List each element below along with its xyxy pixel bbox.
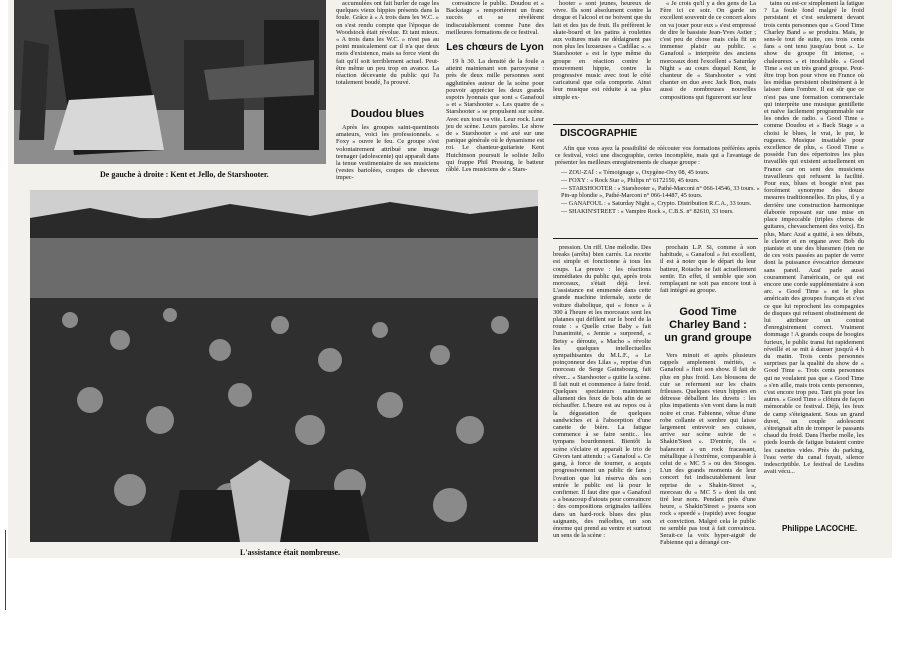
photo-musicians-on-stage [14,0,326,164]
discography-bottom-rule [553,238,758,239]
column-4-goodtime-text [660,352,756,547]
photo-musicians-drawing [14,0,326,164]
column-4-middle-text [660,244,756,302]
column-1-doudou-paragraph: Après les groupes saint-quentinois amateurs, voici les professionnels. « Foxy » ouvre le feu. Ce groupe s'est volontairement attribué une image teenager (adolescente) qui apparaît dans la tenue vestimentaire de ses musiciens (vestes bariolées, coupes de cheveux impec- [336,124,439,182]
discography-entry: — STARSHOOTER : « Starshooter », Pathé-Marconi n° 066-14546, 33 tours. « Pin-up blondie », Pathé-Marconi n° 066-14487, 45 tours. [561,185,760,199]
column-5-paragraph: tains ou est-ce simplement la fatigue ? La foule fond malgré le froid persistant et c'est seulement devant trois cents personnes que « Good Time Charley Band » se produira. Mais, je sens-le tout de suite, ces trois cents fans « ont tenu jusqu'au bout ». Le show du groupe fit intense, « chaleureux » et inoubliable. « Good Time » est un très grand groupe. Peut-être trop bon pour vivre en France où les médias persistent obstinément à le laisser dans l'ombre. Il est sûr que ce n'est pas une formation commerciale qui interprète une musique gentillette et naïve facilement programmable sur les ondes de radio. « Good Time » comme Doudou et « Back Stage » a choisi le blues, le vrai, le pur, le rugueux. Musique insatiable pour excellence de plus, « Good Time » possède l'un des répertoires les plus travaillés qui existent actuellement en France car on sent des musiciens travailleurs qui refusent la facilité. Pour eux, blues et boogie n'est pas forcément synonyme des douze mesures traditionnelles. En plus, il y a derrière une construction harmonique élaborée reposant sur une mise en place impeccable (triples chorus de guitares, chevauchement des voix). En plus, Marc Azaï a quitté, à ses débuts, le clavier et en organe avec Bob du pianiste et une des bluesmen (rien ne de ces voix passées au papier de verre dont la puissance évocatrice demeure sans pareil. Azaï parle aussi couramment l'américain, ce qui est encore une corde supplémentaire à son arc. « Good Time » est le plus américain des groupes français et c'est ce que lui reprochent les compagnies de disques qui refusent obstinément de lui attribuer un contrat d'enregistrement correct. Vraiment dommage ! A grands coups de boogies furieux, le public transi fut rapidement réveillé et se mit à danser jusqu'à 4 h du matin. Trois cents personnes surprises par la qualité du show de « Good Time ». Trois cents personnes qui ne voulaient pas que « Good Time » s'en aille, mais trois cents personnes, c'est encore trop peu. Tant pis pour les autres. « Good Time » clôtura de façon mémorable ce festival. Déjà, les feux de camp s'éteignaient. Sous un grand duvet, un couple adolescent s'étreignait afin de tromper le passants chaud du froid. Dans l'herbe molle, les pieds lourds de fatigue butaient contre les canettes vides. Près du parking, l'eau verte du canal fuyait, silence indescriptible. Le festival de Lesdins avait vécu... [764,0,864,476]
column-2-paragraph: convaincre le public. Doudou et « Backstage » remportèrent un franc succès et se révélèrent indiscutablement comme l'une des meilleures formations de ce festival. [446,0,544,36]
discography-entry: — ZOU-ZAÏ : « Témoignage », Oxygène-Oxy 08, 45 tours. [561,169,710,176]
column-3-paragraph: hooter » sont jeunes, heureux de vivre. Ils sont absolument contre la drogue et l'alcool et ne boivent que du lait et des jus de fruit. Ils préfèrent le skate-board et les patins à roulettes aux voitures mais ne dédaignent pas non plus les luxueuses « Cadillac ». « Starshooter » est le type même du groupe en réaction contre le mouvement hippie, contre la progressive music avec tout le côté caricatural que cela comporte. Ainsi leur musique est réduite à sa plus simple ex- [553,0,651,101]
top-photo-caption: De gauche à droite : Kent et Jello, de Starshooter. [100,170,269,179]
heading-good-time-line: un grand groupe [664,332,752,344]
column-4-top-text [660,0,756,112]
heading-good-time-line: Charley Band : [669,319,747,331]
discography-box [555,145,760,216]
column-2-top-text [446,0,544,38]
heading-good-time [660,306,756,345]
column-3-middle-text [553,244,651,540]
heading-choeurs-de-lyon: Les chœurs de Lyon [446,42,544,53]
heading-discographie: DISCOGRAPHIE [560,128,638,139]
photo-crowd [30,190,538,542]
column-3-middle-paragraph: pression. Un riff. Une mélodie. Des breaks (arrêts) bien carrés. La recette est simple et fonctionne à tous les coups. La preuve : les réactions immédiates du public qui, après trois morceaux, s'était déjà levé. L'assistance est emmenée dans cette grande machine infernale, sorte de voiture diabolique, qui « fonce » à 300 à l'heure et les morceaux sont les platanes qui défilent sur le bord de la route : « Quelle crise Baby » fait l'unanimité, « Jennie » surprend, « Betsy » déroute, « Macho » révolte les quelques intellectuelles sympathisantes du M.L.F., « Le poinçonneur des Lilas », reprise d'un morceau de Serge Gainsbourg, fait rêver... « Starshooter » quitte la scène. Il fait nuit et commence à faire froid. Quelques spectateurs maintenant allument des feux de bois afin de se réchauffer. L'heure est au repos ou à la dégustation de quelques sandwiches et à l'absorption d'une canette de bière. La fatigue commence à se faire sentir... les tympans bourdonnent. Bientôt la scène s'éclaire et apparaît le trio de Givors tant attendu : « Ganafoul ». Ce gang, à force de tourner, a acquis progressivement un public de fans ; l'ovation que lui réserva dès son entrée le public est là pour le confirmer. Il faut dire que « Ganafoul » a beaucoup d'atouts pour convaincre : des compositions originales taillées dans un hard-rock blues des plus saignants, des mélodies, un son énorme qui prend au ventre et surtout un sens de la scène : [553,244,651,540]
heading-doudou-blues: Doudou blues [350,108,425,120]
discography-intro: Afin que vous ayez la possibilité de réécouter vos formations préférées après ce festival, voici une discographie, certes incomplète, mais qui a l'avantage de présenter les meilleurs enregistrements de chaque groupe : [555,145,760,166]
column-4-goodtime-paragraph: Vers minuit et après plusieurs rappels amplement mérités, « Ganafoul » finit son show. Il fait de plus en plus froid. Les blousons de cuir se referment sur les chairs frileuses. Quelques vieux hippies en détresse déballent les duvets : les plus impatients s'en vont dans la nuit noire et crue. Fabienne, vêtue d'une robe collante et sombre qui laisse largement entrevoir ses cuisses, arrive sur scène suivie de « Shakin'Steet ». D'entrée, ils « balancent » un rock fracassant, métallique à l'extrême, comparable à celui de « MC 5 » ou des Stooges. L'un des grands moments de leur concert fut indiscutablement leur reprise de « Shakin-Street », morceau du « MC 5 » dont ils ont tiré leur nom. Pendant près d'une heure, « Shakin'Street » jouera son rock « speedé » (rapide) avec fougue et conviction. Malgré cela le public ne semble pas tout à fait convaincu. Serait-ce la voix hyper-aiguë de Fabienne qui a dérangé cer- [660,352,756,547]
column-1-top-text [336,0,439,108]
column-4-paragraph: « Je crois qu'il y a des gens de La Fère ici ce soir. On garde un excellent souvenir de ce concert alors on va jouer pour eux » s'est empressé de dire le bassiste Jean-Yves Astier ; c'est peu de chose mais cela fit un immense plaisir au public. « Ganafoul » interprète des anciens morceaux dont l'excellent « Saturday Night » au cours duquel Kent, le chanteur de « Starshooter » vint chanter en duo avec Jack Bon, mais aussi de nombreuses nouvelles compositions qui figureront sur leur [660,0,756,101]
discography-entry: — GANAFOUL : « Saturday Night », Crypto. Distribution R.C.A., 33 tours. [561,200,752,207]
discography-top-rule [553,124,758,125]
column-2-coeurs-text [446,58,544,188]
column-1-paragraph: accumulées ont fait hurler de rage les quelques vieux hippies présents dans la foule. Grâce à « A trois dans les W.C. » on s'est rendu compte que l'époque de Woodstock était révolue. Et tant mieux. « A trois dans les W.C. » n'est pas au point musicalement car il n'a que deux mois d'existence, mais sa force vient du fait qu'il soit terriblement actuel. Peut-être même un peu trop en avance. La réaction décevante du public qui l'a totalement boudé, l'a prouvé. [336,0,439,87]
photo-crowd-drawing [30,190,538,542]
column-5-text [764,0,864,520]
column-2-coeurs-paragraph: 19 h 30. La densité de la foule a atteint maintenant son paroxysme : près de deux mille personnes sont agglutinées autour de la scène pour pouvoir apprécier les deux grands espoirs lyonnais que sont « Ganafoul » et « Starshooter ». Les quatre de « Starshooter » se propulsent sur scène. Avec eux tout va vite. Leur rock. Leur jeu de scène. Leurs paroles. Le show de « Starshooter » est axé sur une panique générale où le dynamisme est roi. Le chanteur-guitariste Kent Hutchinson poursuit le soliste Jello qui frappe Phil Pressing, le batteur râblé. Les musiciens de « Stars- [446,58,544,174]
author-byline: Philippe LACOCHE. [782,524,858,533]
discography-entry: — SHAKIN'STREET : « Vampire Rock », C.B.S. n° 82610, 33 tours. [561,208,734,215]
scan-edge-line [5,530,6,610]
discography-entry: — FOXY : « Rock Star », Philips n° 6172150, 45 tours. [561,177,700,184]
column-4-middle-paragraph: prochain L.P. Si, comme à son habitude, « Ganafoul » fut excellent, il est à noter que le départ du leur batteur, Rotache ne fait actuellement sentir. En effet, il semble que son remplaçant ne soit pas encore tout à fait intégré au groupe. [660,244,756,295]
crowd-photo-caption: L'assistance était nombreuse. [240,548,341,557]
column-3-top-text [553,0,651,112]
column-1-doudou-text [336,124,439,186]
heading-good-time-line: Good Time [679,306,737,318]
